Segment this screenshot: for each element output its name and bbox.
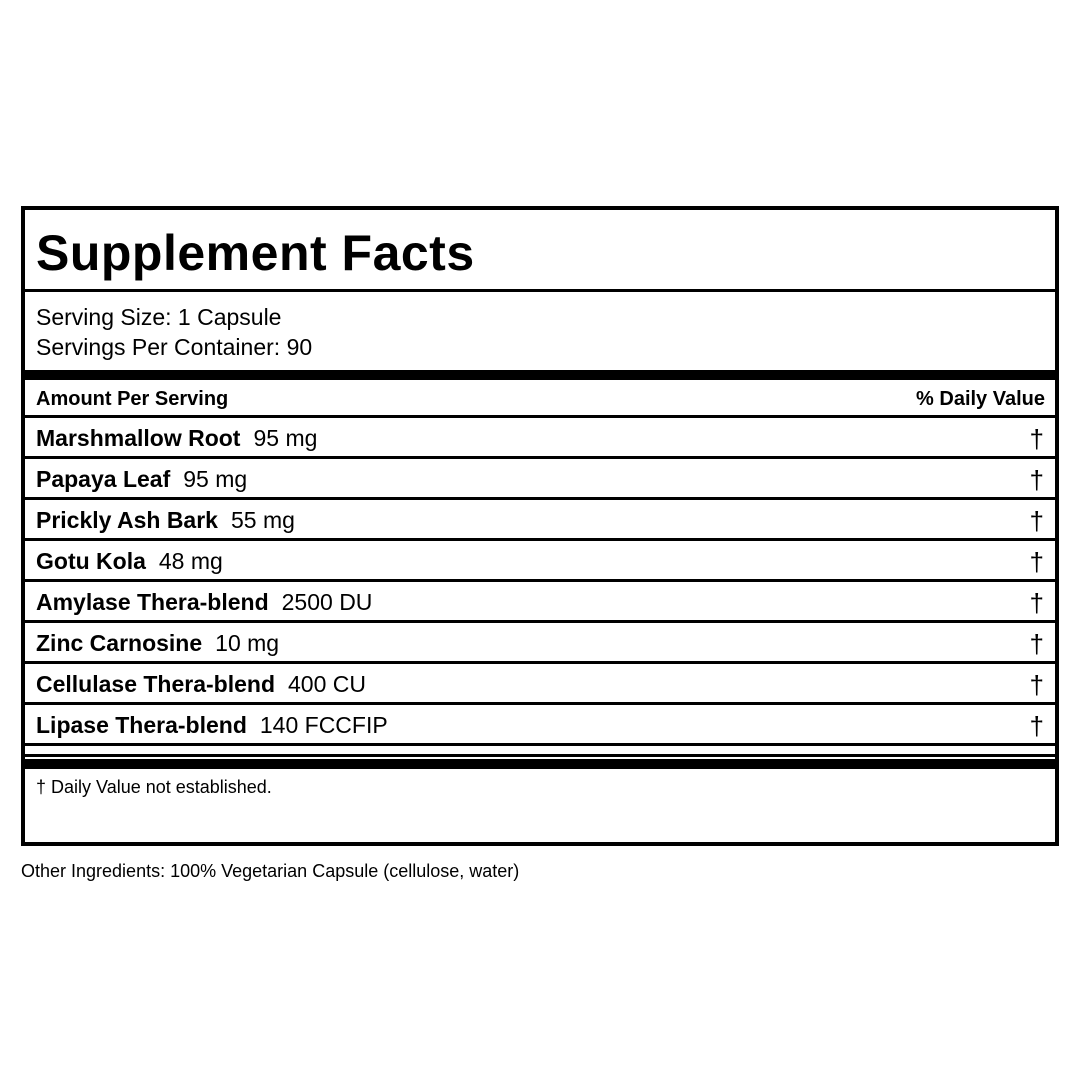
ingredient-amount: 140 FCCFIP bbox=[259, 712, 388, 738]
ingredient-amount: 95 mg bbox=[253, 425, 318, 451]
ingredient-name: Lipase Thera-blend bbox=[36, 712, 247, 738]
ingredient-row bbox=[25, 705, 1055, 746]
ingredient-name: Marshmallow Root bbox=[36, 425, 241, 451]
dagger-mark: † bbox=[1029, 424, 1044, 454]
other-ingredients: Other Ingredients: 100% Vegetarian Capsule (cellulose, water) bbox=[21, 861, 520, 881]
title-row bbox=[25, 210, 1055, 292]
serving-size: Serving Size: 1 Capsule bbox=[36, 304, 282, 330]
ingredient-name: Zinc Carnosine bbox=[36, 630, 203, 656]
dagger-mark: † bbox=[1029, 506, 1044, 536]
ingredient-row bbox=[25, 664, 1055, 705]
thick-divider-bottom bbox=[25, 759, 1055, 769]
servings-per-container: Servings Per Container: 90 bbox=[36, 334, 313, 360]
dagger-mark: † bbox=[1029, 465, 1044, 495]
dagger-mark: † bbox=[1029, 711, 1044, 741]
ingredient-row bbox=[25, 418, 1055, 459]
footnote: † Daily Value not established. bbox=[36, 777, 272, 797]
ingredient-row bbox=[25, 623, 1055, 664]
ingredient-row bbox=[25, 541, 1055, 582]
dagger-mark: † bbox=[1029, 588, 1044, 618]
dagger-mark: † bbox=[1029, 670, 1044, 700]
ingredient-row bbox=[25, 500, 1055, 541]
ingredient-name: Prickly Ash Bark bbox=[36, 507, 218, 533]
amount-per-serving-header: Amount Per Serving bbox=[36, 388, 229, 410]
ingredient-name: Cellulase Thera-blend bbox=[36, 671, 276, 697]
ingredient-row bbox=[25, 582, 1055, 623]
ingredient-amount: 2500 DU bbox=[281, 589, 373, 615]
dagger-mark: † bbox=[1029, 629, 1044, 659]
supplement-facts-panel bbox=[21, 206, 1059, 846]
ingredient-name: Papaya Leaf bbox=[36, 466, 171, 492]
panel-title: Supplement Facts bbox=[36, 225, 475, 281]
ingredient-amount: 95 mg bbox=[183, 466, 248, 492]
ingredient-row bbox=[25, 459, 1055, 500]
column-header-row bbox=[25, 380, 1055, 418]
thick-divider-top bbox=[25, 370, 1055, 380]
ingredient-name: Amylase Thera-blend bbox=[36, 589, 269, 615]
spacer-row bbox=[25, 746, 1055, 757]
dagger-mark: † bbox=[1029, 547, 1044, 577]
daily-value-header: % Daily Value bbox=[916, 388, 1045, 410]
serving-info bbox=[25, 292, 1055, 370]
ingredient-amount: 48 mg bbox=[158, 548, 223, 574]
ingredient-amount: 10 mg bbox=[215, 630, 280, 656]
ingredient-name: Gotu Kola bbox=[36, 548, 146, 574]
ingredient-amount: 55 mg bbox=[230, 507, 295, 533]
ingredient-amount: 400 CU bbox=[288, 671, 366, 697]
